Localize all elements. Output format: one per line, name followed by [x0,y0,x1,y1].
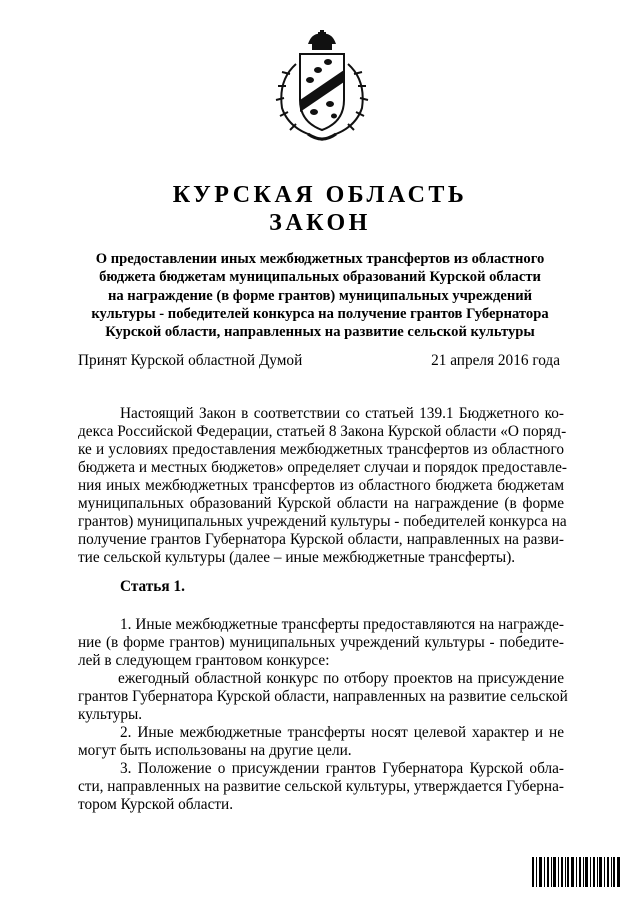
preamble-line: муниципальных образований Курской области на награждение (в форме [78,495,564,512]
preamble-line: декса Российской Федерации, статьей 8 Закона Курской области «О поряд- [78,423,567,440]
article-line: культуры. [78,706,143,723]
article-line: ежегодный областной конкурс по отбору проектов на присуждение [118,670,564,687]
article-heading: Статья 1. [120,578,185,595]
preamble-line: Настоящий Закон в соответствии со статьей 139.1 Бюджетного ко- [120,405,564,422]
law-title [60,250,580,341]
preamble-line: получение грантов Губернатора Курской области, направленных на разви- [78,531,564,548]
article-line: ние (в форме грантов) муниципальных учреждений культуры - победите- [78,634,564,651]
preamble-line: бюджета и местных бюджетов» определяет случаи и порядок предоставле- [78,459,567,476]
article-line: могут быть использованы на другие цели. [78,742,352,759]
title-line: бюджета бюджетам муниципальных образований Курской области [99,269,541,286]
preamble-line: грантов) муниципальных учреждений культуры - победителей конкурса на [78,513,567,530]
region-heading: КУРСКАЯ ОБЛАСТЬ [172,182,468,208]
preamble-line: ния иных межбюджетных трансфертов из областного бюджета бюджетам [78,477,564,494]
article-line: лей в следующем грантовом конкурсе: [78,652,330,669]
title-line: Курской области, направленных на развитие сельской культуры [105,324,535,341]
article-line: грантов Губернатора Курской области, направленных на развитие сельской [78,688,568,705]
title-line: О предоставлении иных межбюджетных трансфертов из областного [95,251,545,267]
article-line: сти, направленных на развитие сельской культуры, утверждается Губерна- [78,778,565,795]
barcode-icon [532,857,620,887]
adoption-date: 21 апреля 2016 года [431,352,560,369]
document-type-heading: ЗАКОН [269,210,371,236]
coat-of-arms-icon [268,30,376,148]
article-line: 1. Иные межбюджетные трансферты предоставляются на награжде- [120,616,564,633]
adopted-by: Принят Курской областной Думой [78,352,303,369]
article-line: тором Курской области. [78,796,234,813]
title-line: на награждение (в форме грантов) муниципальных учреждений [107,287,533,304]
preamble-line: ке и условиях предоставления межбюджетных трансфертов из областного [78,441,564,458]
article-line: 3. Положение о присуждении грантов Губернатора Курской обла- [120,760,564,777]
article-line: 2. Иные межбюджетные трансферты носят целевой характер и не [120,724,564,741]
preamble-line: тие сельской культуры (далее – иные межбюджетные трансферты). [78,549,516,566]
title-line: культуры - победителей конкурса на получение грантов Губернатора [91,305,549,322]
